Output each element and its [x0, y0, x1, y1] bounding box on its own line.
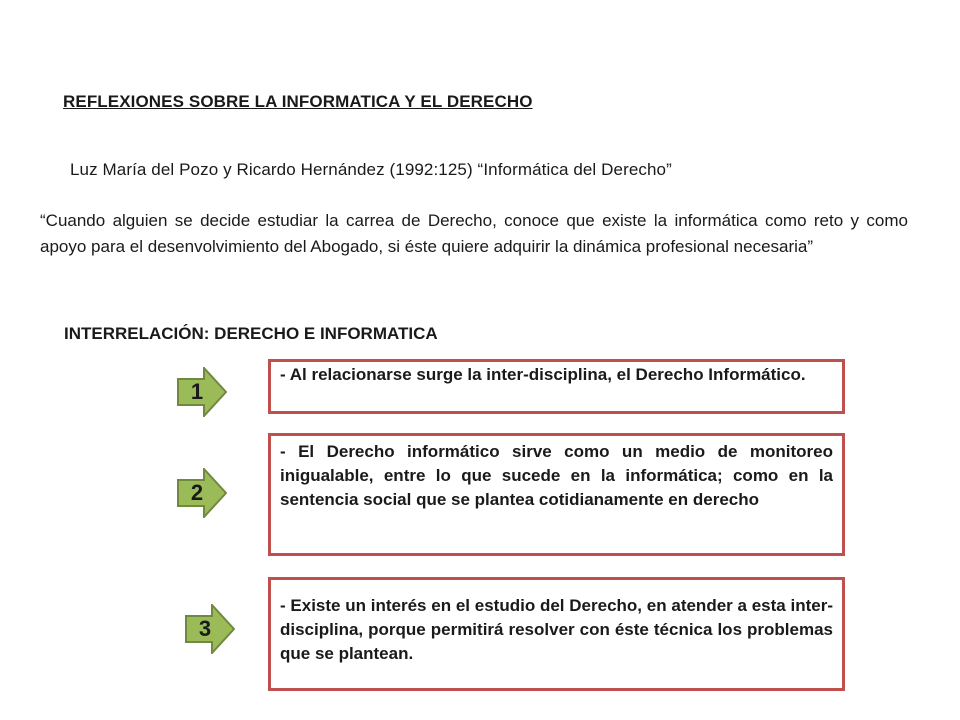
point-number: 3: [198, 616, 212, 641]
section-subtitle: INTERRELACIÓN: DERECHO E INFORMATICA: [64, 324, 438, 343]
arrow-2-icon: [177, 468, 227, 518]
point-number: 2: [190, 480, 204, 505]
point-box-2: [268, 433, 845, 556]
arrow-1-icon: [177, 367, 227, 417]
point-text: - Al relacionarse surge la inter-disciplina, el Derecho Informático.: [280, 365, 806, 384]
citation: Luz María del Pozo y Ricardo Hernández (1992:125) “Informática del Derecho”: [70, 160, 672, 179]
point-box-1: [268, 359, 845, 414]
slide-title: REFLEXIONES SOBRE LA INFORMATICA Y EL DERECHO: [63, 92, 533, 111]
point-number: 1: [190, 379, 204, 404]
arrow-3-icon: [185, 604, 235, 654]
point-text: - Existe un interés en el estudio del Derecho, en atender a esta inter-disciplina, porque permitirá resolver con éste técnica los problemas que se plantean.: [280, 596, 833, 663]
point-text: - El Derecho informático sirve como un medio de monitoreo inigualable, entre lo que sucede en la informática; como en la sentencia social que se plantea cotidianamente en derecho: [280, 442, 833, 509]
quote: “Cuando alguien se decide estudiar la carrea de Derecho, conoce que existe la informática como reto y como apoyo para el desenvolvimiento del Abogado, si éste quiere adquirir la dinámica profesional necesaria”: [40, 211, 908, 256]
point-box-3: [268, 577, 845, 691]
